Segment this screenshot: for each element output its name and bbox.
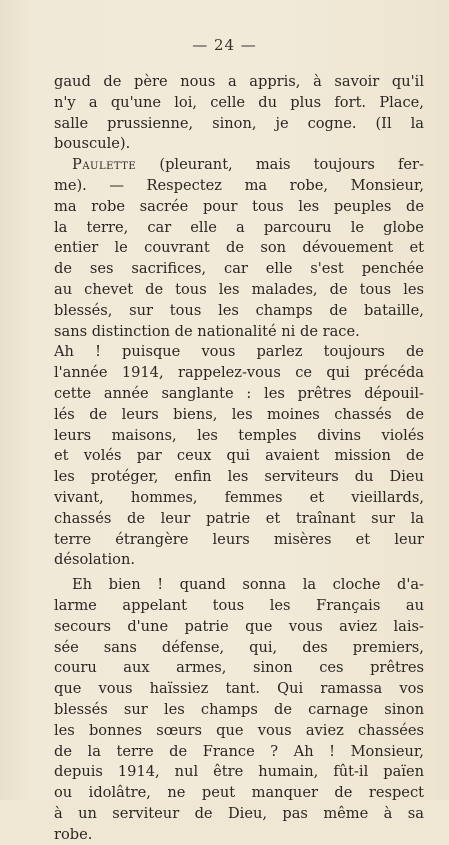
word: sur	[371, 509, 395, 527]
word: tous	[175, 280, 207, 298]
word: même	[323, 804, 369, 822]
word: de	[329, 301, 348, 319]
word: a	[88, 93, 98, 111]
word: aviez	[339, 617, 378, 635]
word: les	[264, 384, 285, 402]
text-line	[54, 72, 424, 93]
word: la	[410, 509, 424, 527]
word: fort.	[334, 93, 367, 111]
word: ce	[295, 364, 313, 382]
word: malades,	[251, 280, 318, 298]
word: prussienne,	[107, 114, 194, 132]
word: terre,	[86, 218, 129, 236]
word: terre	[116, 742, 154, 760]
word: tous	[252, 197, 284, 215]
word: leurs	[121, 405, 159, 423]
word: aux	[123, 659, 150, 677]
word: traînant	[295, 509, 356, 527]
word: vivant,	[54, 488, 104, 506]
word: défense,	[161, 638, 225, 656]
word: vous	[98, 680, 133, 698]
word: sans	[103, 638, 137, 656]
word: !	[329, 742, 336, 760]
word: de	[89, 405, 108, 423]
word: elle	[265, 260, 293, 278]
word: et	[54, 447, 69, 465]
word: a	[227, 73, 237, 90]
word: terre	[54, 530, 92, 548]
text-line	[54, 155, 424, 176]
word: de	[334, 784, 353, 802]
word: ne	[167, 784, 186, 802]
page-text	[54, 72, 424, 845]
paragraph-1	[54, 72, 424, 155]
text-line	[54, 342, 424, 363]
word: de	[127, 509, 145, 527]
word: idolâtre,	[88, 784, 151, 802]
word: et	[309, 488, 325, 506]
word: (pleurant,	[159, 156, 233, 174]
word: patrie	[184, 617, 229, 635]
word: à	[54, 804, 63, 822]
word: couru	[54, 659, 97, 677]
word: le	[350, 218, 365, 236]
word: et	[265, 509, 281, 527]
word: n'y	[54, 93, 76, 111]
word: les	[197, 426, 218, 444]
word: d'a-	[397, 576, 424, 594]
text-line	[54, 197, 424, 218]
word: chassées	[357, 721, 424, 739]
word: sanglante	[161, 384, 234, 402]
word: de	[274, 700, 292, 718]
text-line	[54, 742, 424, 763]
word: !	[157, 576, 164, 594]
word: globe	[383, 218, 424, 236]
word: leurs	[54, 426, 92, 444]
word: les	[227, 468, 249, 486]
word: patrie	[205, 509, 251, 527]
word: prêtres	[297, 384, 352, 402]
text-line	[54, 363, 424, 384]
word: salle	[54, 114, 89, 132]
text-line	[54, 467, 424, 488]
word: les	[298, 197, 320, 215]
word: père	[134, 73, 168, 90]
text-line: robe.	[54, 825, 93, 843]
word: tous	[359, 280, 392, 298]
word: femmes	[224, 488, 283, 506]
word: fût-il	[333, 763, 369, 781]
word: le	[114, 239, 128, 257]
word: de	[54, 260, 72, 278]
word: mais	[255, 156, 291, 174]
word: année	[103, 384, 149, 402]
text-line	[54, 446, 424, 467]
word: robe,	[289, 176, 329, 194]
word: violés	[381, 426, 424, 444]
word: manquer	[251, 784, 318, 802]
word: chassés	[54, 509, 112, 527]
text-line	[54, 384, 424, 405]
word: misères	[273, 530, 332, 548]
word: lais-	[393, 617, 424, 635]
text-line	[54, 93, 424, 114]
text-line	[54, 218, 424, 239]
word: et	[409, 239, 424, 257]
word: chevet	[84, 280, 134, 298]
word: et	[355, 530, 371, 548]
word: Monsieur,	[350, 742, 424, 760]
word: tous	[212, 596, 245, 614]
word: loi,	[174, 93, 198, 111]
word: enfin	[174, 468, 212, 486]
word: de	[54, 742, 72, 760]
word: de	[145, 280, 164, 298]
word: les	[269, 596, 291, 614]
text-line	[54, 530, 424, 551]
word: cloche	[332, 576, 381, 594]
word: que	[245, 617, 273, 635]
word: carnage	[308, 700, 369, 718]
word: sur	[129, 301, 154, 319]
word: Français	[316, 596, 381, 614]
word: avaient	[265, 447, 320, 465]
word: ou	[54, 784, 73, 802]
text-line	[54, 176, 424, 197]
word: aviez	[305, 721, 344, 739]
word: savoir	[334, 73, 380, 90]
word: vous	[201, 343, 236, 361]
text-line	[54, 638, 424, 659]
word: ceux	[176, 447, 212, 465]
word: du	[258, 93, 278, 111]
word: maisons,	[111, 426, 177, 444]
word: sacrifices,	[131, 260, 207, 278]
word: France	[202, 742, 255, 760]
word: biens,	[173, 405, 218, 423]
word: s'est	[310, 260, 344, 278]
word: peuples	[333, 197, 392, 215]
word: son	[260, 239, 287, 257]
word: ma	[244, 176, 268, 194]
word: vous	[257, 721, 292, 739]
word: me).	[54, 176, 87, 194]
word: précéda	[364, 364, 424, 382]
word: bien	[108, 576, 141, 594]
word: tant.	[225, 680, 260, 698]
word: entier	[54, 239, 99, 257]
text-line	[54, 238, 424, 259]
word: peut	[201, 784, 236, 802]
word: champs	[255, 301, 313, 319]
word: parcouru	[263, 218, 332, 236]
word: penchée	[361, 260, 424, 278]
word: les	[231, 405, 253, 423]
word: elle	[190, 218, 217, 236]
word: cogne.	[307, 114, 357, 132]
word: premiers,	[352, 638, 424, 656]
word: champs	[200, 700, 258, 718]
word: puisque	[122, 343, 181, 361]
word: 1914,	[121, 364, 164, 382]
word: protéger,	[90, 468, 159, 486]
word: Dieu	[389, 468, 424, 486]
word: qui	[326, 364, 350, 382]
word: divins	[317, 426, 362, 444]
word: que	[54, 680, 82, 698]
word: Qui	[277, 680, 304, 698]
word: (Il	[375, 114, 392, 132]
text-line	[54, 301, 424, 322]
word: au	[405, 596, 424, 614]
word: blessés,	[54, 301, 113, 319]
word: Ah	[54, 343, 74, 361]
text-line: désolation.	[54, 551, 135, 569]
word: la	[302, 576, 317, 594]
word: au	[54, 280, 73, 298]
word: celle	[210, 93, 246, 111]
word: depuis	[54, 763, 103, 781]
word: d'une	[127, 617, 169, 635]
paragraph-2	[54, 155, 424, 342]
word: qui,	[249, 638, 278, 656]
word: tous	[169, 301, 202, 319]
word: ma	[54, 197, 77, 215]
word: rappelez-vous	[177, 364, 281, 382]
word: leur	[160, 509, 191, 527]
word: prêtres	[370, 659, 424, 677]
word: appris,	[249, 73, 301, 90]
speaker-name: Paulette	[72, 156, 137, 174]
word: leur	[394, 530, 424, 548]
word: sa	[407, 804, 424, 822]
word: couvrant	[144, 239, 210, 257]
word: toujours	[323, 343, 385, 361]
text-line	[54, 804, 424, 825]
word: ?	[270, 742, 279, 760]
word: cette	[54, 384, 92, 402]
page-number: — 24 —	[192, 36, 257, 54]
word: vos	[399, 680, 424, 698]
word: de	[406, 405, 424, 423]
word: sur	[123, 700, 148, 718]
word: leurs	[212, 530, 250, 548]
word: sinon,	[212, 114, 257, 132]
word: de	[406, 197, 424, 215]
word: du	[354, 468, 374, 486]
text-line	[54, 617, 424, 638]
word: à	[383, 804, 393, 822]
word: serviteurs	[264, 468, 339, 486]
word: Ah	[293, 742, 314, 760]
word: temples	[238, 426, 297, 444]
word: haïssiez	[149, 680, 209, 698]
word: volés	[83, 447, 122, 465]
word: qui	[226, 447, 250, 465]
word: un	[78, 804, 97, 822]
word: bonnes	[88, 721, 143, 739]
word: nous	[180, 73, 216, 90]
word: sinon	[384, 700, 424, 718]
word: la	[54, 218, 68, 236]
text-line	[54, 280, 424, 301]
word: respect	[368, 784, 424, 802]
word: païen	[383, 763, 424, 781]
text-line: bouscule).	[54, 135, 131, 153]
word: !	[95, 343, 101, 361]
word: les	[218, 301, 239, 319]
word: les	[163, 700, 185, 718]
word: sinon	[252, 659, 293, 677]
text-line	[54, 658, 424, 679]
word: secours	[54, 617, 111, 635]
text-line	[54, 488, 424, 509]
word: dévouement	[302, 239, 394, 257]
word: sée	[54, 638, 79, 656]
word: les	[403, 280, 424, 298]
word: lés	[54, 405, 75, 423]
word: bataille,	[364, 301, 424, 319]
text-line	[54, 679, 424, 700]
word: appelant	[122, 596, 188, 614]
word: des	[302, 638, 328, 656]
word: gaud	[54, 73, 91, 90]
word: mission	[334, 447, 391, 465]
word: à	[313, 73, 322, 90]
word: toujours	[313, 156, 375, 174]
word: étrangère	[115, 530, 189, 548]
word: les	[54, 468, 75, 486]
word: car	[147, 218, 172, 236]
word: la	[410, 114, 424, 132]
word: l'année	[54, 364, 108, 382]
word: sonna	[242, 576, 287, 594]
word: vous	[288, 617, 323, 635]
word: ramassa	[320, 680, 383, 698]
text-line	[54, 114, 424, 135]
text-line	[54, 596, 424, 617]
word: qu'il	[391, 73, 424, 90]
paragraph-3	[54, 342, 424, 571]
text-line: sans distinction de nationalité ni de race.	[54, 322, 360, 340]
word: Respectez	[146, 176, 222, 194]
text-line	[54, 783, 424, 804]
word: armes,	[176, 659, 227, 677]
word: de	[329, 280, 348, 298]
word: Eh	[72, 576, 93, 594]
word: les	[54, 721, 75, 739]
text-line	[54, 405, 424, 426]
word: parlez	[256, 343, 303, 361]
word: sœurs	[156, 721, 202, 739]
word: :	[246, 384, 252, 402]
word: serviteur	[112, 804, 180, 822]
word: de	[405, 343, 424, 361]
text-line	[54, 509, 424, 530]
word: fer-	[398, 156, 424, 174]
word: quand	[179, 576, 226, 594]
word: car	[224, 260, 248, 278]
word: de	[406, 447, 424, 465]
word: la	[87, 742, 101, 760]
word: ses	[89, 260, 114, 278]
word: larme	[54, 596, 97, 614]
word: Place,	[379, 93, 424, 111]
word: humain,	[258, 763, 319, 781]
word: Monsieur,	[350, 176, 424, 194]
word: blessés	[54, 700, 108, 718]
word: je	[275, 114, 289, 132]
word: plus	[290, 93, 322, 111]
paragraph-4	[54, 575, 424, 845]
word: pas	[282, 804, 308, 822]
word: être	[213, 763, 244, 781]
word: dépouil-	[364, 384, 424, 402]
word: chassés	[334, 405, 392, 423]
word: hommes,	[130, 488, 198, 506]
word: ces	[319, 659, 344, 677]
text-line	[54, 426, 424, 447]
word: a	[236, 218, 245, 236]
word: pour	[202, 197, 238, 215]
word: de	[103, 73, 122, 90]
text-line	[54, 721, 424, 742]
word: vieillards,	[351, 488, 424, 506]
word: 1914,	[117, 763, 160, 781]
text-line	[54, 762, 424, 783]
word: par	[136, 447, 162, 465]
word: que	[216, 721, 244, 739]
word: qu'une	[110, 93, 162, 111]
text-line	[54, 575, 424, 596]
word: de	[169, 742, 188, 760]
word: de	[194, 804, 213, 822]
text-line	[54, 700, 424, 721]
text-line	[54, 259, 424, 280]
word: sacrée	[139, 197, 189, 215]
word: nul	[174, 763, 199, 781]
word: les	[218, 280, 240, 298]
word: robe	[91, 197, 125, 215]
word: de	[226, 239, 245, 257]
word: Dieu,	[227, 804, 267, 822]
word: —	[109, 176, 124, 194]
word: moines	[266, 405, 320, 423]
